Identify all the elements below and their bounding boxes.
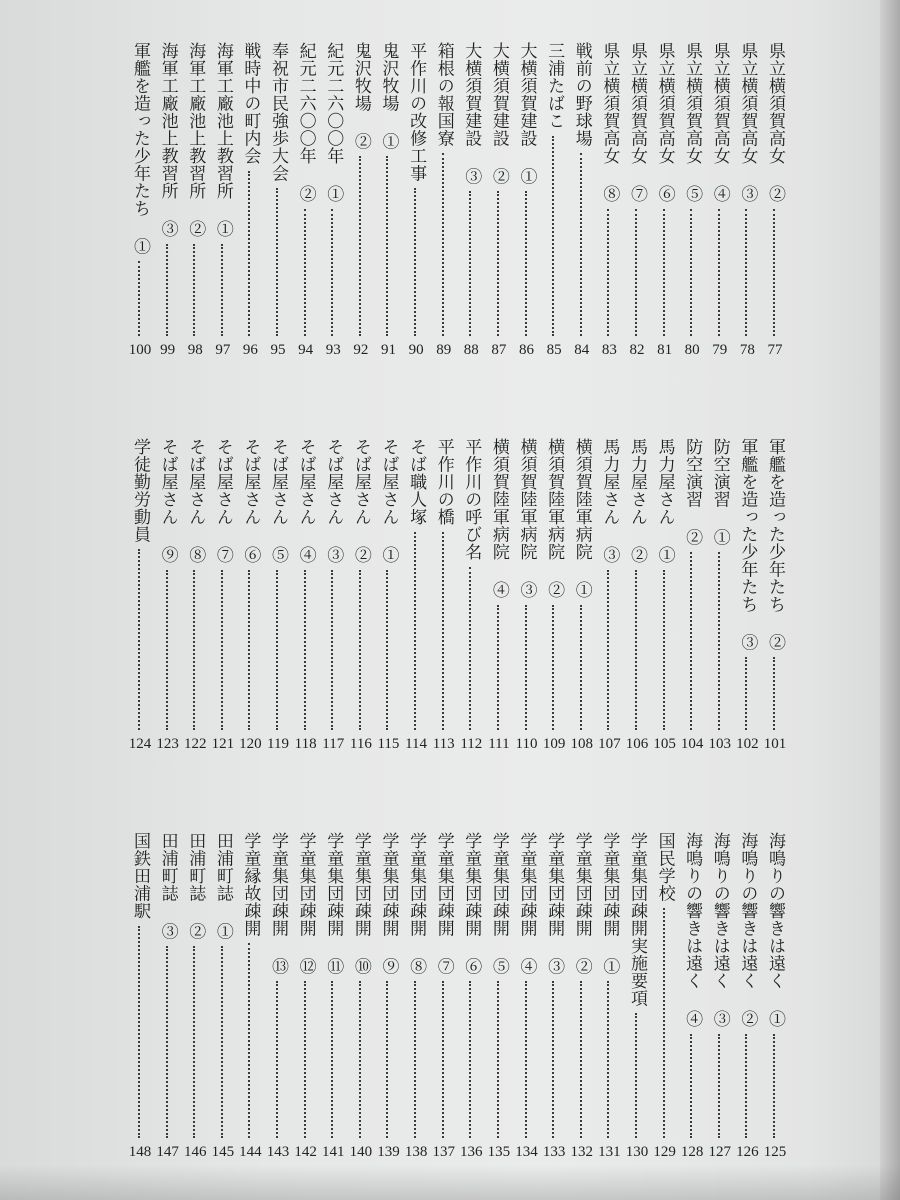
toc-block-2 (0, 438, 900, 756)
toc-page-number: 148 (128, 1144, 152, 1160)
toc-leader-dots (442, 532, 447, 730)
toc-entry-title: 県立横須賀高女 ③ (737, 42, 758, 203)
toc-entry (265, 438, 291, 756)
toc-leader-dots (166, 570, 171, 730)
toc-leader-dots (745, 209, 750, 336)
toc-entry-title: 横須賀陸軍病院 ② (544, 438, 565, 599)
toc-entry-title: 馬力屋さん ② (626, 438, 647, 564)
toc-entry-title: 県立横須賀高女 ⑧ (599, 42, 620, 203)
toc-page-number: 79 (712, 342, 728, 358)
toc-entry-title: そば屋さん ② (350, 438, 371, 564)
toc-entry (431, 42, 457, 362)
toc-entry-title: 田浦町誌 ② (185, 832, 206, 940)
toc-entry (293, 438, 319, 756)
toc-leader-dots (552, 605, 557, 730)
toc-leader-dots (248, 943, 253, 1138)
toc-page-number: 81 (657, 342, 673, 358)
toc-page-number: 80 (684, 342, 700, 358)
toc-entry-title: 戦前の野球場 (571, 42, 592, 147)
toc-entry-title: 海軍工廠池上教習所 ③ (157, 42, 178, 238)
toc-page-number: 123 (156, 736, 179, 752)
toc-entry-title: そば屋さん ③ (323, 438, 344, 564)
toc-page-number: 109 (542, 736, 566, 752)
toc-entry (403, 42, 429, 362)
toc-page-number: 141 (322, 1144, 345, 1160)
toc-page-number: 112 (460, 736, 483, 752)
toc-entry (293, 42, 319, 362)
toc-entry (127, 42, 153, 362)
toc-entry-title: 大横須賀建設 ③ (461, 42, 482, 185)
toc-entry (431, 438, 457, 756)
toc-entry (762, 832, 788, 1164)
toc-page-number: 125 (763, 1144, 787, 1160)
toc-leader-dots (718, 1034, 723, 1138)
toc-leader-dots (773, 209, 778, 336)
toc-entry (320, 438, 346, 756)
toc-page-number: 102 (736, 736, 759, 752)
toc-entry-title: 海軍工廠池上教習所 ① (212, 42, 233, 238)
toc-entry (265, 42, 291, 362)
toc-entry-title: そば屋さん ⑤ (268, 438, 289, 564)
toc-page-number: 85 (546, 342, 562, 358)
toc-leader-dots (718, 552, 723, 730)
toc-entry (707, 42, 733, 362)
toc-leader-dots (580, 605, 585, 730)
toc-leader-dots (304, 570, 309, 730)
toc-entry (375, 42, 401, 362)
toc-entry (596, 438, 622, 756)
toc-page-number: 88 (463, 342, 479, 358)
toc-leader-dots (663, 908, 668, 1138)
toc-leader-dots (635, 570, 640, 730)
toc-entry (210, 42, 236, 362)
toc-leader-dots (552, 981, 557, 1138)
toc-entry (237, 832, 263, 1164)
toc-entry (679, 438, 705, 756)
toc-leader-dots (331, 981, 336, 1138)
toc-entry (348, 832, 374, 1164)
toc-entry (265, 832, 291, 1164)
toc-leader-dots (276, 570, 281, 730)
toc-page-number: 93 (325, 342, 341, 358)
toc-leader-dots (221, 946, 226, 1138)
toc-leader-dots (607, 570, 612, 730)
toc-page-number: 117 (322, 736, 345, 752)
toc-leader-dots (359, 570, 364, 730)
toc-page-number: 130 (625, 1144, 649, 1160)
toc-entry-title: 海鳴りの響きは遠く ④ (682, 832, 703, 1028)
toc-page-number: 132 (570, 1144, 593, 1160)
toc-block-1 (0, 42, 900, 362)
toc-entry-title: 学童集団疎開 ⑨ (378, 832, 399, 975)
toc-entry-title: 紀元二六〇〇年 ② (295, 42, 316, 203)
page-shadow (0, 1165, 900, 1200)
toc-entry-title: 鬼沢牧場 ② (350, 42, 371, 150)
toc-entry-title: 平作川の呼び名 (461, 438, 482, 561)
toc-entry-title: 平作川の改修工事 (406, 42, 427, 182)
toc-entry (458, 832, 484, 1164)
toc-entry (458, 438, 484, 756)
toc-entry-title: 海鳴りの響きは遠く ② (737, 832, 758, 1028)
toc-page-number: 126 (736, 1144, 759, 1160)
toc-entry (210, 438, 236, 756)
toc-entry-title: 横須賀陸軍病院 ④ (488, 438, 509, 599)
toc-entry-title: そば屋さん ⑧ (185, 438, 206, 564)
toc-entry (403, 832, 429, 1164)
toc-page-number: 144 (239, 1144, 262, 1160)
toc-entry-title: 学童縁故疎開 (240, 832, 261, 937)
toc-page-number: 114 (405, 736, 428, 752)
toc-leader-dots (773, 1034, 778, 1138)
toc-entry (486, 832, 512, 1164)
toc-page-number: 104 (680, 736, 704, 752)
toc-page-number: 116 (349, 736, 372, 752)
toc-leader-dots (386, 570, 391, 730)
toc-page-number: 110 (515, 736, 538, 752)
toc-page-number: 99 (160, 342, 176, 358)
toc-page-number: 82 (629, 342, 645, 358)
toc-page-number: 137 (432, 1144, 455, 1160)
toc-page-number: 118 (294, 736, 317, 752)
toc-page-number: 135 (487, 1144, 511, 1160)
toc-entry (155, 42, 181, 362)
toc-entry-title: 学童集団疎開 ① (599, 832, 620, 975)
toc-entry-title: 学童集団疎開 ③ (544, 832, 565, 975)
toc-entry-title: 学童集団疎開 ② (571, 832, 592, 975)
toc-entry-title: そば屋さん ⑦ (212, 438, 233, 564)
toc-page-number: 106 (625, 736, 649, 752)
toc-leader-dots (193, 244, 198, 336)
toc-entry (734, 832, 760, 1164)
toc-entry (293, 832, 319, 1164)
toc-entry (541, 832, 567, 1164)
toc-entry (182, 438, 208, 756)
toc-leader-dots (497, 191, 502, 336)
toc-entry-title: そば屋さん ⑨ (157, 438, 178, 564)
toc-page-number: 134 (515, 1144, 538, 1160)
toc-entry (596, 832, 622, 1164)
toc-leader-dots (718, 209, 723, 336)
toc-page-number: 142 (294, 1144, 317, 1160)
toc-entry (734, 42, 760, 362)
toc-page-number: 86 (519, 342, 535, 358)
toc-leader-dots (386, 156, 391, 336)
toc-leader-dots (745, 1034, 750, 1138)
toc-entry (182, 42, 208, 362)
toc-leader-dots (276, 981, 281, 1138)
toc-page-number: 129 (653, 1144, 676, 1160)
toc-leader-dots (663, 570, 668, 730)
toc-entry-title: 横須賀陸軍病院 ① (571, 438, 592, 599)
toc-page-number: 111 (488, 736, 510, 752)
toc-entry-title: 大横須賀建設 ① (516, 42, 537, 185)
toc-entry-title: 学童集団疎開実施要項 (626, 832, 647, 1007)
toc-entry-title: 学童集団疎開 ⑫ (295, 832, 316, 975)
toc-page-number: 119 (267, 736, 289, 752)
toc-entry (569, 832, 595, 1164)
toc-entry (375, 832, 401, 1164)
toc-block-3 (0, 832, 900, 1164)
toc-entry-title: 学童集団疎開 ⑤ (488, 832, 509, 975)
toc-leader-dots (221, 570, 226, 730)
toc-entry-title: 海軍工廠池上教習所 ② (185, 42, 206, 238)
toc-entry (569, 42, 595, 362)
toc-entry (431, 832, 457, 1164)
toc-page-number: 91 (380, 342, 396, 358)
toc-leader-dots (580, 153, 585, 336)
toc-page-number: 120 (239, 736, 262, 752)
toc-entry-title: 学童集団疎開 ⑪ (323, 832, 344, 975)
toc-entry-title: 県立横須賀高女 ⑥ (654, 42, 675, 203)
toc-entry-title: そば屋さん ① (378, 438, 399, 564)
toc-leader-dots (359, 981, 364, 1138)
toc-entry-title: 防空演習 ② (682, 438, 703, 546)
toc-leader-dots (745, 657, 750, 730)
toc-page-number: 140 (349, 1144, 373, 1160)
toc-leader-dots (525, 981, 530, 1138)
toc-leader-dots (304, 209, 309, 336)
toc-entry (624, 42, 650, 362)
toc-entry (541, 438, 567, 756)
toc-page-number: 87 (491, 342, 507, 358)
toc-entry-title: 戦時中の町内会 (240, 42, 261, 165)
toc-page-number: 146 (183, 1144, 207, 1160)
toc-page-number: 97 (215, 342, 231, 358)
toc-entry (596, 42, 622, 362)
toc-entry (237, 42, 263, 362)
toc-page-number: 98 (187, 342, 203, 358)
toc-entry-title: 学童集団疎開 ⑥ (461, 832, 482, 975)
toc-leader-dots (138, 549, 143, 730)
toc-page-number: 100 (128, 342, 152, 358)
toc-entry (514, 438, 540, 756)
toc-entry (514, 42, 540, 362)
toc-page-number: 108 (570, 736, 593, 752)
toc-page-number: 83 (601, 342, 617, 358)
toc-entry (652, 438, 678, 756)
toc-entry-title: 学童集団疎開 ④ (516, 832, 537, 975)
toc-entry (348, 438, 374, 756)
toc-entry-title: 県立横須賀高女 ② (765, 42, 785, 203)
toc-entry-title: 軍艦を造った少年たち ② (765, 438, 785, 651)
toc-leader-dots (248, 570, 253, 730)
toc-leader-dots (690, 1034, 695, 1138)
toc-entry-title: 三浦たばこ (544, 42, 565, 130)
toc-entry (707, 832, 733, 1164)
toc-leader-dots (607, 981, 612, 1138)
toc-entry-title: 県立横須賀高女 ⑦ (626, 42, 647, 203)
toc-leader-dots (138, 926, 143, 1138)
toc-page-number: 96 (242, 342, 258, 358)
toc-entry-title: 鬼沢牧場 ① (378, 42, 399, 150)
toc-entry-title: そば職人塚 (406, 438, 427, 526)
toc-entry (155, 438, 181, 756)
toc-leader-dots (193, 570, 198, 730)
toc-leader-dots (607, 209, 612, 336)
toc-entry (375, 438, 401, 756)
toc-entry (514, 832, 540, 1164)
toc-entry (486, 438, 512, 756)
toc-leader-dots (304, 981, 309, 1138)
toc-entry (210, 832, 236, 1164)
toc-leader-dots (166, 244, 171, 336)
toc-entry (348, 42, 374, 362)
toc-entry-title: 学童集団疎開 ⑬ (268, 832, 289, 975)
toc-entry-title: 学童集団疎開 ⑧ (406, 832, 427, 975)
toc-leader-dots (414, 981, 419, 1138)
toc-entry (127, 438, 153, 756)
toc-leader-dots (469, 191, 474, 336)
toc-entry (155, 832, 181, 1164)
toc-entry-title: 県立横須賀高女 ⑤ (682, 42, 703, 203)
toc-page-number: 105 (653, 736, 676, 752)
toc-entry-title: 紀元二六〇〇年 ① (323, 42, 344, 203)
toc-page-number: 95 (270, 342, 286, 358)
toc-page-number: 115 (377, 736, 400, 752)
toc-leader-dots (331, 209, 336, 336)
toc-page-number: 145 (211, 1144, 235, 1160)
toc-page-number: 89 (436, 342, 452, 358)
toc-page-number: 133 (542, 1144, 566, 1160)
toc-entry-title: そば屋さん ⑥ (240, 438, 261, 564)
toc-page-number: 128 (680, 1144, 704, 1160)
toc-entry-title: 馬力屋さん ③ (599, 438, 620, 564)
toc-entry (762, 42, 788, 362)
toc-leader-dots (690, 209, 695, 336)
toc-entry-title: 横須賀陸軍病院 ③ (516, 438, 537, 599)
toc-leader-dots (414, 532, 419, 730)
toc-leader-dots (248, 171, 253, 336)
toc-entry-title: 平作川の橋 (433, 438, 454, 526)
toc-entry-title: 大横須賀建設 ② (488, 42, 509, 185)
toc-leader-dots (166, 946, 171, 1138)
toc-page-number: 138 (404, 1144, 428, 1160)
toc-entry (569, 438, 595, 756)
toc-leader-dots (690, 552, 695, 730)
toc-page-number: 77 (767, 342, 783, 358)
toc-entry (734, 438, 760, 756)
toc-leader-dots (276, 188, 281, 336)
toc-leader-dots (635, 1013, 640, 1138)
toc-entry-title: 学童集団疎開 ⑦ (433, 832, 454, 975)
toc-leader-dots (138, 261, 143, 336)
toc-leader-dots (359, 156, 364, 336)
toc-leader-dots (580, 981, 585, 1138)
toc-entry (127, 832, 153, 1164)
toc-entry (237, 438, 263, 756)
toc-leader-dots (193, 946, 198, 1138)
toc-page-number: 124 (128, 736, 152, 752)
toc-entry-title: 学徒勤労動員 (130, 438, 150, 543)
toc-leader-dots (442, 153, 447, 336)
toc-entry-title: 馬力屋さん ① (654, 438, 675, 564)
toc-page-number: 131 (598, 1144, 621, 1160)
toc-page-number: 113 (432, 736, 455, 752)
toc-entry-title: そば屋さん ④ (295, 438, 316, 564)
toc-page-number: 101 (763, 736, 787, 752)
toc-leader-dots (552, 136, 557, 336)
toc-page-number: 92 (353, 342, 369, 358)
toc-leader-dots (663, 209, 668, 336)
toc-page-number: 147 (156, 1144, 179, 1160)
toc-entry (403, 438, 429, 756)
toc-entry-title: 軍艦を造った少年たち ① (130, 42, 150, 255)
toc-page-number: 94 (298, 342, 314, 358)
toc-page-number: 121 (211, 736, 235, 752)
toc-entry-title: 国鉄田浦駅 (130, 832, 150, 920)
toc-entry (652, 42, 678, 362)
toc-entry-title: 箱根の報国寮 (433, 42, 454, 147)
toc-page-number: 122 (183, 736, 207, 752)
toc-leader-dots (525, 605, 530, 730)
toc-entry (652, 832, 678, 1164)
toc-entry-title: 軍艦を造った少年たち ③ (737, 438, 758, 651)
toc-entry-title: 県立横須賀高女 ④ (709, 42, 730, 203)
toc-entry (486, 42, 512, 362)
toc-entry-title: 学童集団疎開 ⑩ (350, 832, 371, 975)
toc-leader-dots (497, 981, 502, 1138)
toc-entry (707, 438, 733, 756)
toc-leader-dots (414, 188, 419, 336)
toc-leader-dots (386, 981, 391, 1138)
toc-leader-dots (469, 567, 474, 730)
toc-page-number: 136 (460, 1144, 483, 1160)
toc-entry-title: 海鳴りの響きは遠く ① (765, 832, 785, 1028)
toc-entry (679, 832, 705, 1164)
toc-entry (624, 438, 650, 756)
toc-page-number: 107 (598, 736, 621, 752)
toc-entry (679, 42, 705, 362)
toc-leader-dots (469, 981, 474, 1138)
toc-page-number: 78 (739, 342, 755, 358)
toc-entry-title: 奉祝市民強歩大会 (268, 42, 289, 182)
toc-entry (458, 42, 484, 362)
toc-page-number: 90 (408, 342, 424, 358)
toc-entry (182, 832, 208, 1164)
toc-entry (624, 832, 650, 1164)
toc-page-number: 103 (708, 736, 732, 752)
toc-leader-dots (331, 570, 336, 730)
toc-leader-dots (773, 657, 778, 730)
toc-entry-title: 田浦町誌 ① (212, 832, 233, 940)
toc-leader-dots (635, 209, 640, 336)
toc-entry (762, 438, 788, 756)
toc-leader-dots (497, 605, 502, 730)
toc-entry-title: 国民学校 (654, 832, 675, 902)
toc-page-number: 139 (377, 1144, 400, 1160)
toc-leader-dots (221, 244, 226, 336)
toc-entry-title: 海鳴りの響きは遠く ③ (709, 832, 730, 1028)
toc-entry (320, 42, 346, 362)
toc-entry (541, 42, 567, 362)
toc-page-number: 127 (708, 1144, 732, 1160)
toc-entry-title: 防空演習 ① (709, 438, 730, 546)
toc-page-number: 143 (266, 1144, 290, 1160)
toc-entry (320, 832, 346, 1164)
toc-entry-title: 田浦町誌 ③ (157, 832, 178, 940)
toc-leader-dots (525, 191, 530, 336)
toc-page-number: 84 (574, 342, 590, 358)
toc-leader-dots (442, 981, 447, 1138)
